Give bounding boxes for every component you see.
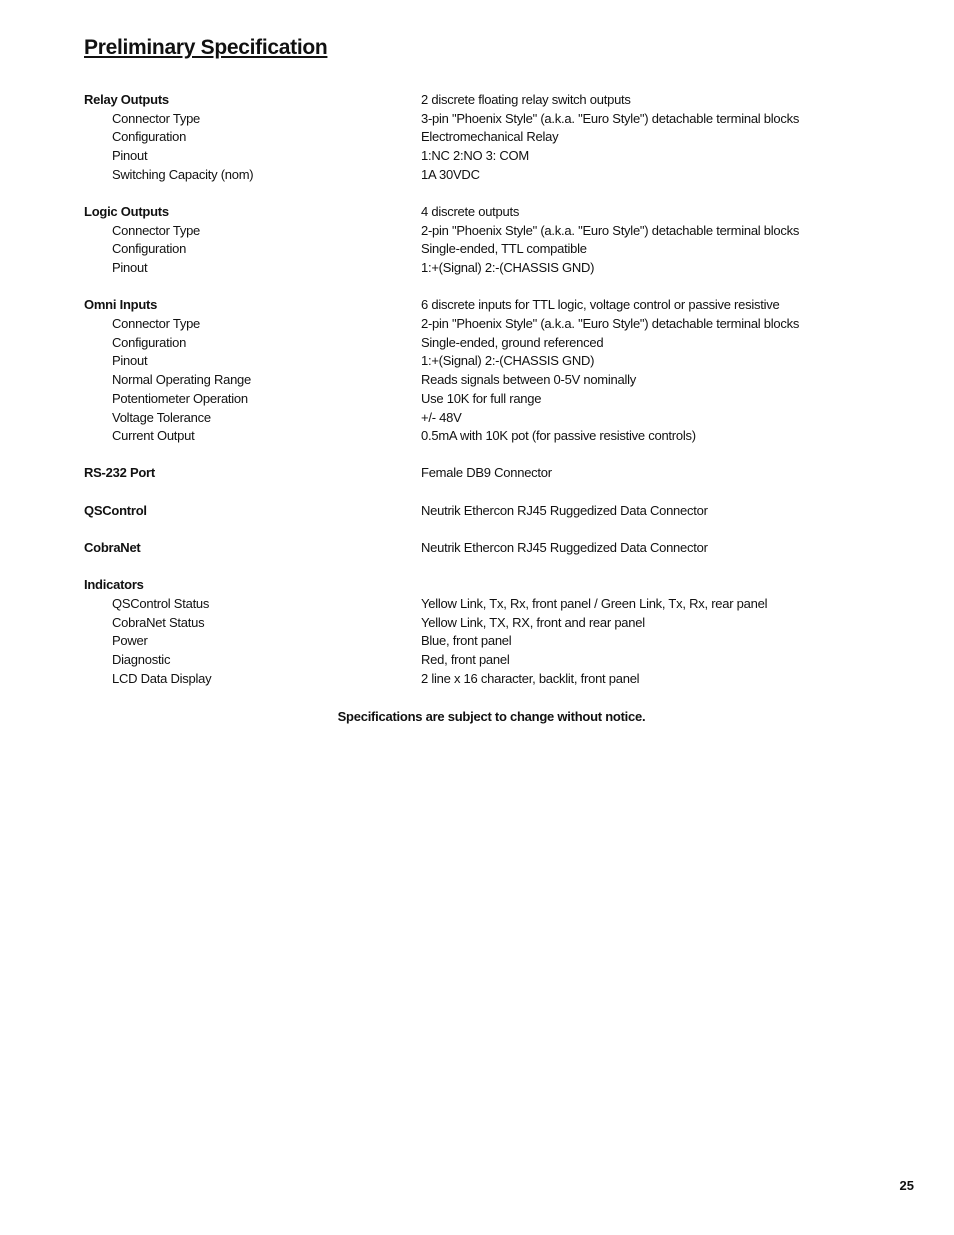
spec-section-heading-row [84, 539, 864, 558]
spec-section [84, 539, 864, 558]
spec-label: Pinout [112, 353, 148, 369]
spec-label: Pinout [112, 260, 148, 276]
spec-value: 1:+(Signal) 2:-(CHASSIS GND) [421, 353, 595, 369]
spec-row [84, 222, 864, 241]
spec-label: Configuration [112, 334, 187, 350]
spec-section-summary: Female DB9 Connector [421, 465, 552, 481]
page-number: 25 [899, 1178, 914, 1193]
spec-section-summary: 2 discrete floating relay switch outputs [421, 92, 631, 107]
spec-row [84, 427, 864, 446]
spec-label: LCD Data Display [112, 670, 212, 686]
spec-row [84, 334, 864, 353]
spec-section [84, 576, 864, 688]
spec-section [84, 464, 864, 483]
spec-section [84, 203, 864, 278]
spec-label: Configuration [112, 241, 187, 257]
spec-value: 2 line x 16 character, backlit, front panel [421, 670, 640, 686]
spec-value: Red, front panel [421, 652, 510, 668]
spec-row [84, 147, 864, 166]
spec-value: 1:+(Signal) 2:-(CHASSIS GND) [421, 260, 595, 276]
spec-row [84, 390, 864, 409]
spec-value: 2-pin "Phoenix Style" (a.k.a. "Euro Style") detachable terminal blocks [421, 222, 800, 238]
spec-value: Reads signals between 0-5V nominally [421, 372, 637, 388]
spec-row [84, 240, 864, 259]
spec-section-heading: RS-232 Port [84, 465, 155, 481]
spec-row [84, 595, 864, 614]
spec-value: Use 10K for full range [421, 390, 542, 406]
spec-section-summary: 6 discrete inputs for TTL logic, voltage control or passive resistive [421, 297, 780, 313]
spec-value: Single-ended, ground referenced [421, 334, 604, 350]
spec-label: Power [112, 633, 148, 649]
spec-row [84, 614, 864, 633]
spec-section [84, 502, 864, 521]
spec-label: Potentiometer Operation [112, 390, 248, 406]
spec-row [84, 166, 864, 185]
spec-value: Single-ended, TTL compatible [421, 241, 587, 257]
spec-row [84, 259, 864, 278]
spec-label: Configuration [112, 129, 187, 145]
page-title: Preliminary Specification [84, 36, 328, 59]
spec-section-heading: CobraNet [84, 540, 141, 556]
spec-section-heading-row [84, 296, 864, 315]
spec-section-heading-row [84, 91, 864, 110]
spec-value: 2-pin "Phoenix Style" (a.k.a. "Euro Style") detachable terminal blocks [421, 316, 800, 332]
spec-section-heading: Relay Outputs [84, 92, 169, 107]
spec-label: Current Output [112, 428, 195, 444]
spec-label: Voltage Tolerance [112, 409, 211, 425]
spec-row [84, 632, 864, 651]
spec-value: +/- 48V [421, 409, 462, 425]
spec-section [84, 296, 864, 446]
spec-section-heading-row [84, 502, 864, 521]
spec-label: Connector Type [112, 316, 201, 332]
spec-section-heading: QSControl [84, 502, 147, 518]
spec-label: Normal Operating Range [112, 372, 252, 388]
spec-section-heading-row [84, 576, 864, 595]
spec-section-summary [421, 576, 864, 595]
spec-value: Blue, front panel [421, 633, 512, 649]
spec-section-heading: Indicators [84, 577, 144, 593]
spec-row [84, 315, 864, 334]
spec-label: Switching Capacity (nom) [112, 166, 254, 182]
spec-label: Pinout [112, 148, 148, 164]
spec-label: Connector Type [112, 110, 201, 126]
spec-section-heading-row [84, 464, 864, 483]
spec-row [84, 670, 864, 689]
spec-value: Yellow Link, TX, RX, front and rear panel [421, 614, 645, 630]
spec-value: 0.5mA with 10K pot (for passive resistive controls) [421, 428, 696, 444]
spec-row [84, 371, 864, 390]
spec-section-heading: Logic Outputs [84, 204, 169, 220]
spec-section-heading-row [84, 203, 864, 222]
spec-table [84, 91, 864, 707]
spec-section-summary: 4 discrete outputs [421, 204, 520, 220]
spec-value: 3-pin "Phoenix Style" (a.k.a. "Euro Style") detachable terminal blocks [421, 110, 800, 126]
spec-section-heading: Omni Inputs [84, 297, 158, 313]
spec-label: CobraNet Status [112, 614, 205, 630]
spec-row [84, 128, 864, 147]
spec-section-summary: Neutrik Ethercon RJ45 Ruggedized Data Connector [421, 502, 708, 518]
spec-row [84, 409, 864, 428]
spec-section [84, 91, 864, 184]
spec-label: QSControl Status [112, 596, 210, 611]
spec-value: Electromechanical Relay [421, 129, 559, 145]
spec-value: Yellow Link, Tx, Rx, front panel / Green Link, Tx, Rx, rear panel [421, 596, 768, 611]
spec-row [84, 110, 864, 129]
spec-value: 1A 30VDC [421, 166, 480, 182]
spec-section-summary: Neutrik Ethercon RJ45 Ruggedized Data Connector [421, 540, 708, 556]
spec-label: Diagnostic [112, 652, 171, 668]
spec-row [84, 352, 864, 371]
spec-label: Connector Type [112, 222, 201, 238]
spec-row [84, 651, 864, 670]
change-notice: Specifications are subject to change without notice. [337, 709, 646, 724]
spec-value: 1:NC 2:NO 3: COM [421, 148, 529, 164]
